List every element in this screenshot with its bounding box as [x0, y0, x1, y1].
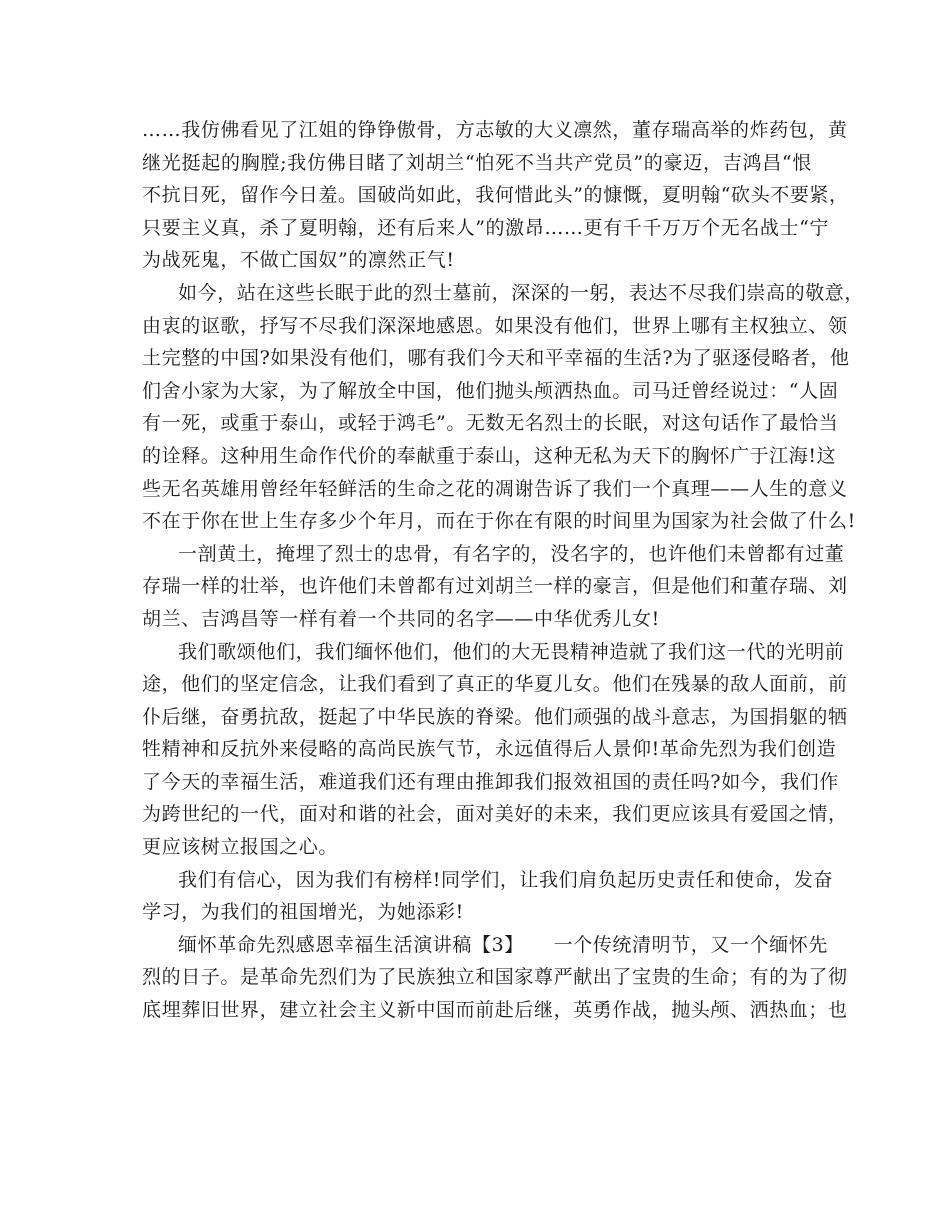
- text-line: 由衷的讴歌，抒写不尽我们深深地感恩。如果没有他们，世界上哪有主权独立、领: [142, 314, 848, 337]
- text-line: 继光挺起的胸膛;我仿佛目睹了刘胡兰“怕死不当共产党员”的豪迈，吉鸿昌“恨: [142, 151, 812, 174]
- text-line: 如今，站在这些长眠于此的烈士墓前，深深的一躬，表达不尽我们崇高的敬意，: [178, 281, 865, 304]
- text-line: 只要主义真，杀了夏明翰，还有后来人”的激昂……更有千千万万个无名战士“宁: [142, 216, 830, 239]
- text-line: 土完整的中国?如果没有他们，哪有我们今天和平幸福的生活?为了驱逐侵略者，他: [142, 347, 850, 370]
- text-line: 些无名英雄用曾经年轻鲜活的生命之花的凋谢告诉了我们一个真理——人生的意义: [142, 477, 848, 500]
- text-line: 为战死鬼，不做亡国奴”的凛然正气!: [142, 249, 455, 272]
- text-line: 们舍小家为大家，为了解放全中国，他们抛头颅洒热血。司马迁曾经说过：“人固: [142, 379, 839, 402]
- text-line: 学习，为我们的祖国增光，为她添彩!: [142, 901, 464, 924]
- text-line: 我们歌颂他们，我们缅怀他们，他们的大无畏精神造就了我们这一代的光明前: [178, 640, 845, 663]
- text-line: 了今天的幸福生活，难道我们还有理由推卸我们报效祖国的责任吗?如今，我们作: [142, 770, 839, 793]
- text-line: 一剖黄土，掩埋了烈士的忠骨，有名字的，没名字的，也许他们未曾都有过董: [178, 542, 845, 565]
- text-line: 为跨世纪的一代，面对和谐的社会，面对美好的未来，我们更应该具有爱国之情，: [142, 803, 848, 826]
- text-line: 的诠释。这种用生命作代价的奉献重于泰山，这种无私为天下的胸怀广于江海!这: [142, 444, 837, 467]
- text-line: 更应该树立报国之心。: [142, 836, 339, 859]
- text-line: 仆后继，奋勇抗敌，挺起了中华民族的脊梁。他们顽强的战斗意志，为国捐躯的牺: [142, 705, 848, 728]
- text-line: 有一死，或重于泰山，或轻于鸿毛”。无数无名烈士的长眠，对这句话作了最恰当: [142, 412, 839, 435]
- text-line: 烈的日子。是革命先烈们为了民族独立和国家尊严献出了宝贵的生命；有的为了彻: [142, 966, 848, 989]
- text-line: 不在于你在世上生存多少个年月，而在于你在有限的时间里为国家为社会做了什么!: [142, 510, 856, 533]
- text-line: 底埋葬旧世界，建立社会主义新中国而前赴后继，英勇作战，抛头颅、洒热血；也: [142, 999, 848, 1022]
- text-line: ……我仿佛看见了江姐的铮铮傲骨，方志敏的大义凛然，董存瑞高举的炸药包，黄: [142, 119, 848, 141]
- text-line: 途，他们的坚定信念，让我们看到了真正的华夏儿女。他们在残暴的敌人面前，前: [142, 673, 848, 696]
- text-line: 牲精神和反抗外来侵略的高尚民族气节，永远值得后人景仰!革命先烈为我们创造: [142, 738, 837, 761]
- text-line: 存瑞一样的壮举，也许他们未曾都有过刘胡兰一样的豪言，但是他们和董存瑞、刘: [142, 575, 848, 598]
- text-line: 不抗日死，留作今日羞。国破尚如此，我何惜此头”的慷慨，夏明翰“砍头不要紧，: [142, 184, 849, 207]
- text-line: 我们有信心，因为我们有榜样!同学们，让我们肩负起历史责任和使命，发奋: [178, 868, 834, 891]
- document-body: [142, 114, 865, 1027]
- text-line: 胡兰、吉鸿昌等一样有着一个共同的名字——中华优秀儿女!: [142, 607, 660, 630]
- text-line: 缅怀革命先烈感恩幸福生活演讲稿【3】 一个传统清明节，又一个缅怀先: [178, 933, 828, 956]
